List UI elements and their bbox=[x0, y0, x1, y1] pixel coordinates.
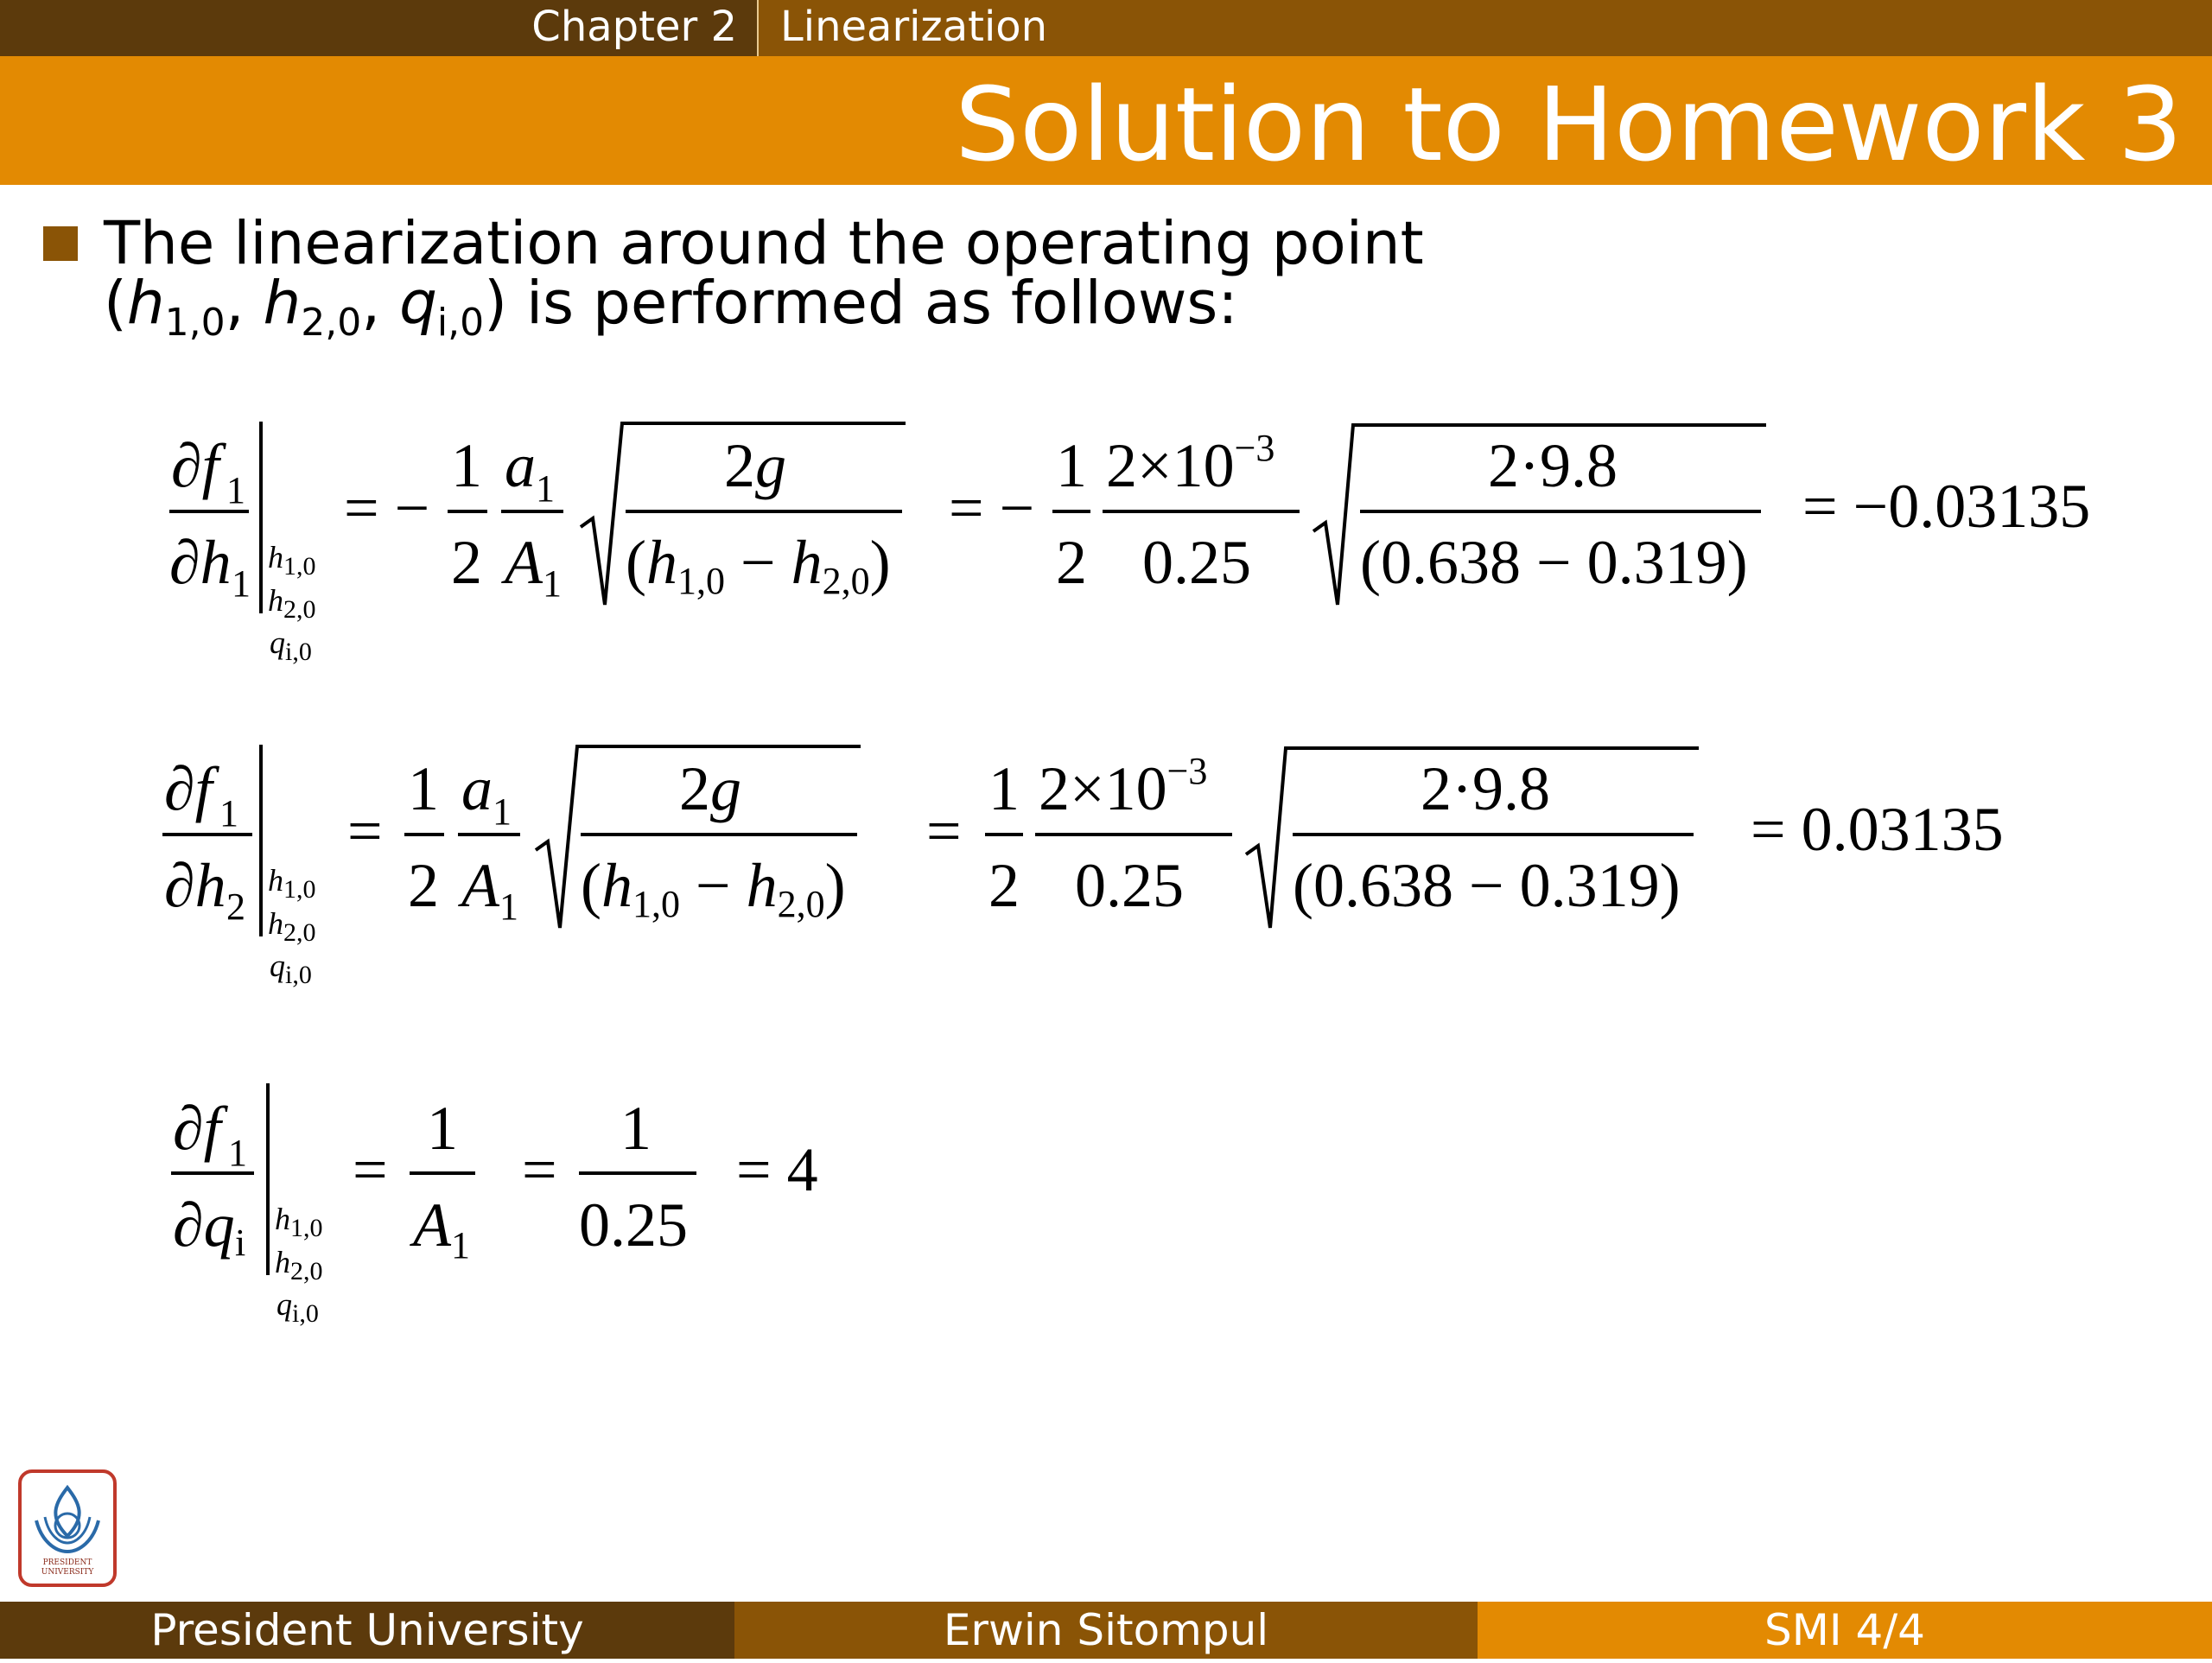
svg-text:h1,0: $h_{1,0}$ bbox=[275, 1202, 323, 1242]
svg-text:2×10−3: $2\times 10^{-3}$ bbox=[1039, 750, 1208, 823]
equation-1-group bbox=[169, 422, 1766, 666]
svg-text:∂q: ∂q bbox=[173, 1190, 235, 1260]
footer-bar bbox=[0, 1602, 2212, 1659]
svg-text:2g: 2g bbox=[679, 754, 741, 823]
svg-text:2: 2 bbox=[226, 885, 245, 928]
eq1-sqrt-1 bbox=[581, 423, 906, 605]
logo-text: PRESIDENT UNIVERSITY bbox=[41, 1558, 94, 1577]
svg-text:1: 1 bbox=[988, 754, 1020, 823]
section-label: Linearization bbox=[780, 3, 1048, 51]
svg-text:A: A bbox=[413, 1190, 451, 1260]
svg-text:∂h: ∂h bbox=[164, 851, 226, 920]
eq1-eval-h2: $h_{2,0}$ bbox=[268, 583, 316, 624]
footer-university: President University bbox=[0, 1602, 734, 1659]
svg-text:0.25: 0.25 bbox=[579, 1190, 688, 1260]
eq1-equals-1: = − bbox=[344, 473, 430, 543]
svg-text:0.25: 0.25 bbox=[1075, 851, 1184, 920]
eq1-equals-2: = − bbox=[949, 473, 1035, 543]
eq1-half-num: 1 bbox=[451, 431, 482, 500]
svg-text:1: 1 bbox=[219, 792, 238, 835]
svg-text:∂f: ∂f bbox=[173, 1094, 221, 1163]
eq1-result: = −0.03135 bbox=[1802, 472, 2091, 541]
title-bar bbox=[0, 56, 2212, 185]
svg-text:(0.638 − 0.319): (0.638 − 0.319) bbox=[1293, 851, 1681, 920]
eq1-h-sub: 1 bbox=[232, 562, 251, 605]
eq1-2g: 2g bbox=[724, 431, 786, 500]
svg-text:A: A bbox=[461, 851, 499, 920]
svg-text:h2,0: $h_{2,0}$ bbox=[275, 1245, 323, 1285]
svg-text:2: 2 bbox=[408, 851, 439, 920]
intro-line-1: The linearization around the operating point bbox=[104, 209, 1424, 278]
president-university-logo bbox=[17, 1469, 118, 1588]
eq1-A: A bbox=[505, 528, 543, 597]
eq1-partial-h: ∂h bbox=[169, 528, 232, 597]
svg-text:a: a bbox=[461, 754, 493, 823]
svg-text:qi,0: $q_{i,0}$ bbox=[276, 1287, 319, 1328]
eq1-denom: (h1,0 − h2,0) bbox=[626, 528, 891, 602]
eq2-result: = 0.03135 bbox=[1751, 795, 2004, 864]
footer-slide-number: SMI 4/4 bbox=[1478, 1602, 2212, 1659]
svg-text:h1,0: $h_{1,0}$ bbox=[268, 863, 316, 904]
h2-var: h bbox=[263, 269, 302, 338]
q-var: q bbox=[399, 269, 437, 338]
svg-text:1: 1 bbox=[427, 1094, 458, 1163]
svg-text:(h1,0 − h2,0): (h1,0 − h2,0) bbox=[581, 851, 846, 925]
svg-text:∂f: ∂f bbox=[164, 754, 213, 823]
svg-text:=: = bbox=[347, 797, 383, 866]
eq1-diff: (0.638 − 0.319) bbox=[1360, 528, 1748, 597]
eq1-sqrt-2 bbox=[1313, 425, 1766, 605]
svg-text:=: = bbox=[522, 1135, 557, 1204]
eq1-298: 2·9.8 bbox=[1488, 431, 1618, 500]
intro-tail: ) is performed as follows: bbox=[484, 269, 1238, 338]
q-sub: i,0 bbox=[436, 301, 485, 345]
eq1-f-sub: 1 bbox=[226, 469, 245, 511]
equation-3-group bbox=[171, 1083, 696, 1328]
eq3-result: = 4 bbox=[736, 1135, 818, 1204]
svg-text:1: 1 bbox=[493, 790, 512, 833]
svg-text:qi,0: $q_{i,0}$ bbox=[270, 949, 312, 989]
svg-text:i: i bbox=[235, 1222, 246, 1264]
svg-text:h2,0: $h_{2,0}$ bbox=[268, 906, 316, 947]
svg-text:1: 1 bbox=[408, 754, 439, 823]
svg-text:2·9.8: 2·9.8 bbox=[1421, 754, 1550, 823]
eq1-025: 0.25 bbox=[1142, 528, 1251, 597]
eq1-a: a bbox=[505, 431, 536, 500]
slide-title: Solution to Homework 3 bbox=[955, 65, 2183, 184]
svg-text:1: 1 bbox=[620, 1094, 652, 1163]
comma-1: , bbox=[225, 269, 264, 338]
chapter-bar bbox=[0, 0, 2212, 56]
eq1-half-den: 2 bbox=[451, 528, 482, 597]
svg-text:1: 1 bbox=[499, 885, 518, 928]
svg-text:2: 2 bbox=[988, 851, 1020, 920]
eq1-eval-q: $q_{i,0}$ bbox=[270, 625, 312, 666]
eq1-partial-f: ∂f bbox=[171, 431, 219, 500]
svg-text:=: = bbox=[353, 1135, 388, 1204]
equation-2-group bbox=[162, 745, 1699, 989]
svg-text:1: 1 bbox=[228, 1132, 247, 1174]
bullet-square-icon bbox=[43, 226, 78, 261]
svg-text:1: 1 bbox=[543, 562, 562, 605]
svg-text:2: 2 bbox=[1056, 528, 1087, 597]
svg-text:1: 1 bbox=[451, 1224, 470, 1266]
h1-sub: 1,0 bbox=[164, 301, 226, 345]
intro-text bbox=[104, 209, 2091, 352]
footer-author: Erwin Sitompul bbox=[734, 1602, 1478, 1659]
eq1-2e-3: $2\times 10^{-3}$ bbox=[1106, 427, 1275, 500]
svg-text:1: 1 bbox=[536, 467, 555, 510]
comma-2: , bbox=[361, 269, 400, 338]
h2-sub: 2,0 bbox=[301, 301, 362, 345]
svg-text:1: 1 bbox=[1056, 431, 1087, 500]
eq1-eval-h1: $h_{1,0}$ bbox=[268, 540, 316, 581]
intro-line-2 bbox=[104, 269, 2091, 352]
chapter-separator bbox=[757, 0, 759, 56]
h1-var: h bbox=[126, 269, 165, 338]
open-paren: ( bbox=[104, 269, 127, 338]
svg-text:=: = bbox=[926, 797, 962, 866]
chapter-label: Chapter 2 bbox=[531, 3, 737, 51]
